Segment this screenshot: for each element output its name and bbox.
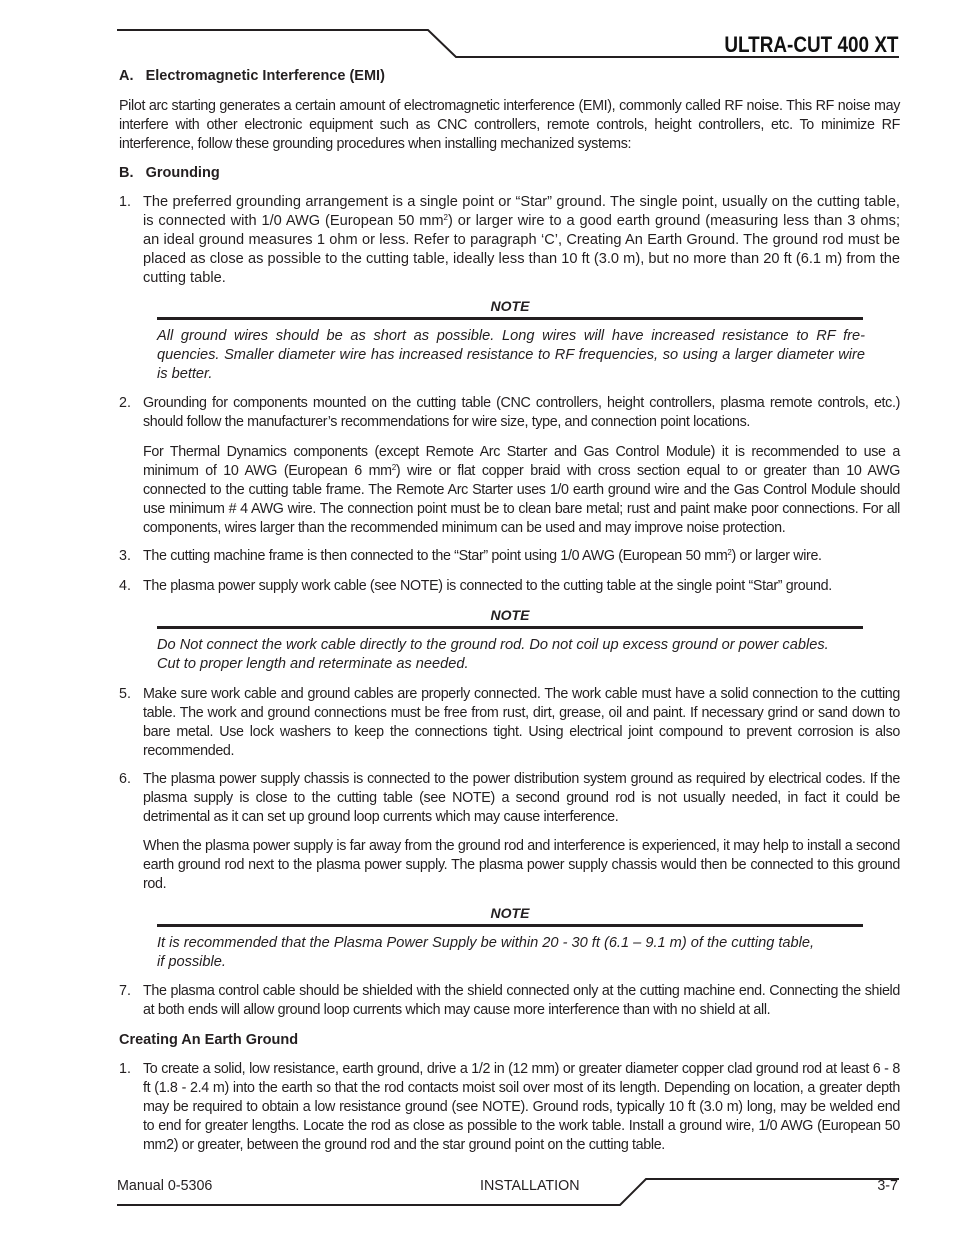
section-c-heading: Creating An Earth Ground	[119, 1032, 299, 1048]
section-b-heading: B. Grounding	[119, 165, 220, 181]
note-body-line-1: Do Not connect the work cable directly to the ground rod. Do not coil up excess ground or power cables.	[157, 637, 829, 653]
grounding-item-3: The cutting machine frame is then connected to the “Star” point using 1/0 AWG (European 50 $mm^2$) or larger wire.	[143, 548, 822, 564]
section-name: INSTALLATION	[480, 1178, 580, 1194]
grounding-item-2: Grounding for components mounted on the cutting table (CNC controllers, height controllers, plasma remote controls, etc.) should follow the manufacturer’s recommendations for wire size, type, and connection point locations.	[143, 395, 900, 430]
list-number: 3.	[119, 548, 131, 564]
note-body-line-2: if possible.	[157, 954, 226, 970]
earth-ground-item-1: To create a solid, low resistance, earth ground, drive a 1/2 in (12 mm) or greater diameter copper clad ground rod at least 6 - 8 ft (1.8 - 2.4 m) into the earth so that the rod contacts moist soil over most of its length. Depending on location, a greater depth may be required to obtain a low resistance ground (see NOTE). Ground rods, typically 10 ft (3.0 m) long, may be welded end to end for greater lengths. Locate the rod as close as possible to the work table. Install a ground wire, 1/0 AWG (European 50 mm2) or greater, between the ground rod and the star ground point on the cutting table.	[143, 1061, 900, 1153]
note-body-line-1: It is recommended that the Plasma Power Supply be within 20 - 30 ft (6.1 – 9.1 m) of the cutting table,	[157, 935, 815, 951]
document-title: ULTRA-CUT 400 XT	[723, 32, 898, 57]
footer-rule	[0, 1170, 954, 1210]
note-rule	[157, 924, 863, 927]
note-title: NOTE	[490, 607, 530, 623]
list-number: 5.	[119, 686, 131, 702]
list-number: 2.	[119, 395, 131, 411]
grounding-item-6: The plasma power supply chassis is connected to the power distribution system ground as required by electrical codes. If the plasma supply is close to the cutting table (see NOTE) a second ground rod is not usually needed, in fact it could be detrimental as it can set up ground loop currents which may cause interference.	[143, 771, 900, 825]
section-a-heading: A. Electromagnetic Interference (EMI)	[119, 68, 385, 84]
list-number: 1.	[119, 1061, 131, 1077]
grounding-item-5: Make sure work cable and ground cables are properly connected. The work cable must have a solid connection to the cutting table. The work and ground connections must be free from rust, dirt, grease, oil and paint. If necessary grind or sand down to bare metal. Use lock washers to keep the connections tight. Using electrical joint compound to prevent corrosion is also recommended.	[143, 686, 900, 759]
list-number: 7.	[119, 983, 131, 999]
grounding-item-2-detail: For Thermal Dynamics components (except Remote Arc Starter and Gas Control Module) it is recommended to use a minimum of 10 AWG (European 6 $mm^2$) wire or flat copper braid with cross section equal to or greater than 10 AWG connected to the cutting table frame. The Remote Arc Starter uses 1/0 earth ground wire and the Gas Control Module should use minimum # 4 AWG wire. The connection point must be to clean bare metal; rust and paint make poor connections. For all components, wires larger than the recommended minimum can be used and may improve noise protection.	[143, 444, 900, 536]
note-rule	[157, 626, 863, 629]
note-title: NOTE	[490, 298, 530, 314]
grounding-item-4: The plasma power supply work cable (see NOTE) is connected to the cutting table at the single point “Star” ground.	[143, 578, 832, 594]
note-title: NOTE	[490, 905, 530, 921]
section-a-paragraph: Pilot arc starting generates a certain amount of electromagnetic interference (EMI), commonly called RF noise. This RF noise may interfere with other electronic equipment such as CNC controllers, remote controls, height controllers, etc. To minimize RF interference, follow these grounding procedures when installing mechanized systems:	[119, 98, 900, 152]
note-body-line-2: Cut to proper length and reterminate as needed.	[157, 656, 469, 672]
manual-number: Manual 0-5306	[117, 1178, 213, 1194]
note-body: All ground wires should be as short as possible. Long wires will have increased resistance to RF fre-quencies. Smaller diameter wire has increased resistance to RF frequencies, so using a larger diameter wire is better.	[157, 328, 865, 382]
page-number: 3-7	[877, 1178, 898, 1194]
list-number: 4.	[119, 578, 131, 594]
grounding-item-6-detail: When the plasma power supply is far away from the ground rod and interference is experienced, it may help to install a second earth ground rod next to the plasma power supply. The plasma power supply chassis would then be connected to this ground rod.	[143, 838, 900, 892]
list-number: 1.	[119, 194, 131, 210]
list-number: 6.	[119, 771, 131, 787]
grounding-item-1: The preferred grounding arrangement is a single point or “Star” ground. The single point, usually on the cutting table, is connected with 1/0 AWG (European 50 $mm^2$) or larger wire to a good earth ground (measuring less than 3 ohms; an ideal ground measures 1 ohm or less. Refer to paragraph ‘C’, Creating An Earth Ground. The ground rod must be placed as close as possible to the cutting table, ideally less than 10 ft (3.0 m), but no more than 20 ft (6.1 m) from the cutting table.	[143, 194, 900, 286]
grounding-item-7: The plasma control cable should be shielded with the shield connected only at the cutting machine end. Connecting the shield at both ends will allow ground loop currents which may cause more interference than with no shield at all.	[143, 983, 900, 1018]
note-rule	[157, 317, 863, 320]
